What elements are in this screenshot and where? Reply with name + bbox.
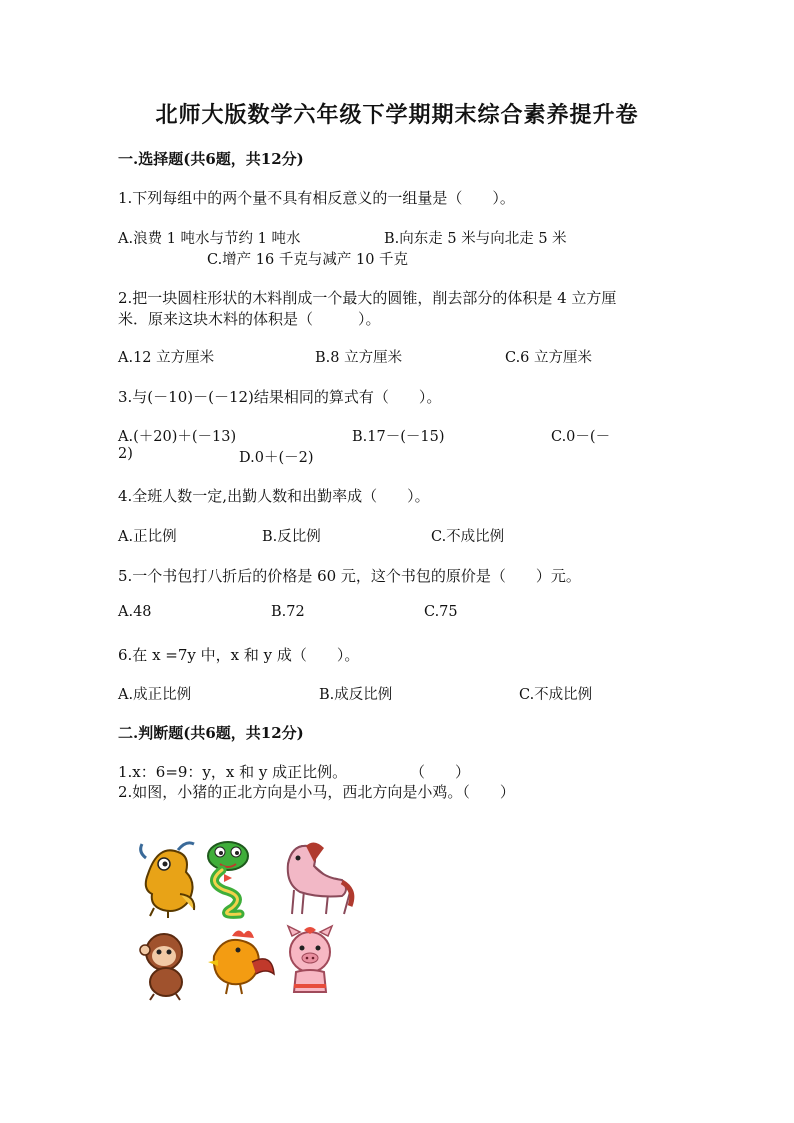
question-6-option-a: A.成正比例 <box>118 687 192 703</box>
question-1-option-b: B.向东走 5 米与向北走 5 米 <box>384 231 567 247</box>
question-6-option-c: C.不成比例 <box>519 687 593 703</box>
question-1-option-a: A.浪费 1 吨水与节约 1 吨水 <box>118 231 301 247</box>
rooster-image <box>208 930 274 994</box>
section-heading-choice: 一.选择题(共6题，共12分) <box>118 150 304 168</box>
question-3-option-c: C.0－(－ <box>551 429 611 445</box>
horse-image <box>288 842 352 914</box>
question-5-option-c: C.75 <box>424 604 458 620</box>
question-1-stem: 1.下列每组中的两个量不具有相反意义的一组量是（ ）。 <box>118 189 515 207</box>
question-5-option-b: B.72 <box>271 604 305 620</box>
question-2-stem-line-2: 米．原来这块木料的体积是（ ）。 <box>118 310 381 328</box>
question-3-option-b: B.17－(－15) <box>352 429 445 445</box>
question-3-option-c-continued: 2) <box>118 446 133 462</box>
page-title: 北师大版数学六年级下学期期末综合素养提升卷 <box>155 102 639 128</box>
question-5-stem: 5.一个书包打八折后的价格是 60 元，这个书包的原价是（ ）元。 <box>118 567 581 585</box>
question-1-option-c: C.增产 16 千克与减产 10 千克 <box>207 252 409 268</box>
judgement-2-text: 2.如图，小猪的正北方向是小马，西北方向是小鸡。（ ） <box>118 783 515 801</box>
question-3-option-a: A.(＋20)＋(－13) <box>118 429 237 445</box>
pig-image <box>288 926 332 992</box>
question-2-option-b: B.8 立方厘米 <box>315 350 403 366</box>
question-2-option-c: C.6 立方厘米 <box>505 350 593 366</box>
question-6-option-b: B.成反比例 <box>319 687 393 703</box>
question-5-option-a: A.48 <box>118 604 152 620</box>
question-4-option-c: C.不成比例 <box>431 529 505 545</box>
section-heading-judgement: 二.判断题(共6题，共12分) <box>118 724 304 742</box>
snake-image <box>208 842 248 914</box>
question-2-option-a: A.12 立方厘米 <box>118 350 215 366</box>
question-6-stem: 6.在 x =7y 中，x 和 y 成（ ）。 <box>118 646 360 664</box>
zodiac-animals-figure <box>128 834 360 1004</box>
question-4-option-a: A.正比例 <box>118 529 177 545</box>
judgement-1-blank: （ ） <box>410 763 471 781</box>
dragon-image <box>141 843 195 918</box>
question-4-stem: 4.全班人数一定,出勤人数和出勤率成（ ）。 <box>118 487 430 505</box>
question-4-option-b: B.反比例 <box>262 529 321 545</box>
question-3-option-d: D.0＋(－2) <box>239 450 314 466</box>
judgement-1-text: 1.x：6=9：y，x 和 y 成正比例。 <box>118 763 348 781</box>
question-3-stem: 3.与(－10)－(－12)结果相同的算式有（ ）。 <box>118 388 442 406</box>
question-2-stem-line-1: 2.把一块圆柱形状的木料削成一个最大的圆锥，削去部分的体积是 4 立方厘 <box>118 289 617 307</box>
monkey-image <box>140 934 182 1000</box>
